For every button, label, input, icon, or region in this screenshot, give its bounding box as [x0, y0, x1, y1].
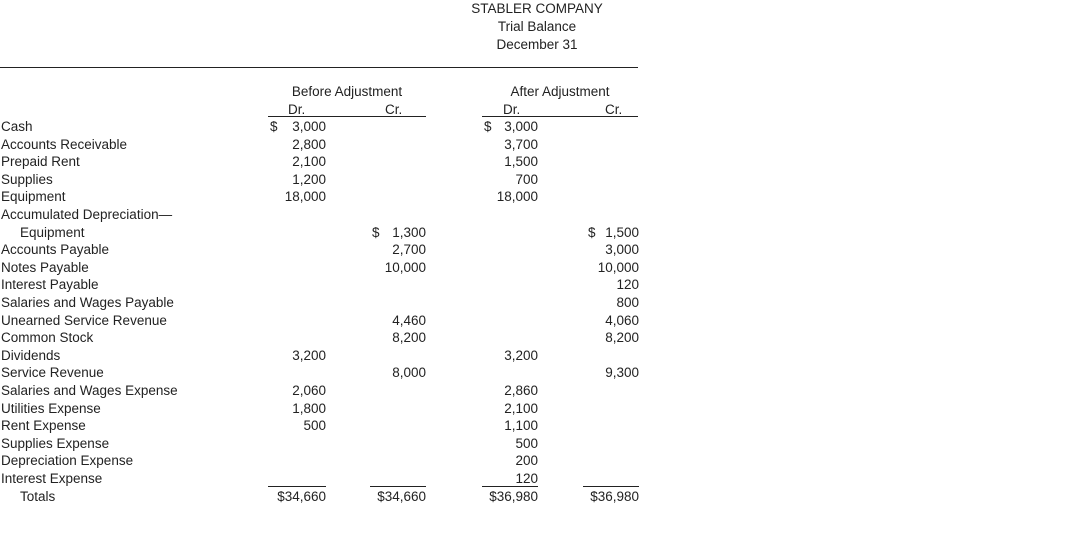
adr-amount: 1,100 [504, 418, 538, 434]
bdr-amount: 2,060 [292, 383, 326, 398]
bdr-amount: 3,200 [292, 347, 326, 363]
account-name: Salaries and Wages Expense [1, 383, 178, 398]
adr-amount: 500 [515, 435, 538, 451]
bdr-amount: 1,200 [292, 171, 326, 187]
acr-amount: 120 [616, 277, 639, 293]
account-name: Salaries and Wages Payable [1, 295, 174, 310]
account-name: Service Revenue [1, 365, 104, 381]
adr-amount: 200 [515, 453, 538, 469]
account-name: Equipment [20, 224, 85, 240]
bdr-amount: 3,000 [292, 119, 326, 134]
account-name: Accumulated Depreciation— [1, 207, 173, 222]
account-name: Cash [1, 119, 33, 134]
bcr-amount: 1,300 [392, 224, 426, 240]
adr-amount: 2,100 [504, 400, 538, 416]
adr-amount: 2,860 [504, 383, 538, 398]
account-name: Rent Expense [1, 418, 86, 434]
bdr-amount: 1,800 [292, 400, 326, 416]
bcr-amount: 8,200 [392, 330, 426, 346]
acr-amount: 1,500 [605, 224, 639, 240]
acr-amount: 10,000 [597, 259, 639, 275]
statement-title: Trial Balance [497, 19, 577, 34]
account-name: Accounts Receivable [1, 136, 128, 152]
adr-amount: 18,000 [496, 189, 538, 205]
account-name: Interest Expense [1, 471, 103, 486]
bcr-amount: 2,700 [392, 242, 426, 258]
after-cr-total-rule [583, 486, 639, 487]
bdr-amount: 2,800 [292, 136, 326, 152]
acr-amount: 800 [616, 295, 639, 310]
adr-amount: 120 [515, 471, 538, 486]
acr-amount: 4,060 [605, 312, 639, 328]
bdr-amount: 18,000 [284, 189, 326, 205]
adr-amount: 3,000 [504, 119, 538, 134]
bdr-amount: 500 [303, 418, 326, 434]
before-dr-header: Dr. [288, 102, 306, 117]
after-dr-header: Dr. [503, 102, 521, 117]
account-name: Accounts Payable [1, 242, 110, 258]
adr-amount: 1,500 [504, 154, 538, 170]
account-name: Supplies [1, 171, 53, 187]
before-header-underline [268, 116, 426, 117]
account-name: Utilities Expense [1, 400, 101, 416]
account-name: Prepaid Rent [1, 154, 80, 170]
account-name: Depreciation Expense [1, 453, 134, 469]
bcr-amount: 8,000 [392, 365, 426, 381]
before-cr-total-rule [370, 486, 426, 487]
acr-amount: 3,000 [605, 242, 639, 258]
account-name: Common Stock [1, 330, 94, 346]
acr-amount: 9,300 [605, 365, 639, 381]
acr-dollar-sign: $ [588, 224, 596, 240]
after-cr-header: Cr. [605, 102, 623, 117]
company-name: STABLER COMPANY [471, 1, 603, 16]
bdr-dollar-sign: $ [270, 119, 278, 134]
adr-amount: 700 [515, 171, 538, 187]
before-dr-total-rule [268, 486, 326, 487]
before-cr-header: Cr. [385, 102, 403, 117]
account-name: Interest Payable [1, 277, 99, 293]
adr-amount: 3,700 [504, 136, 538, 152]
bcr-dollar-sign: $ [372, 224, 380, 240]
account-name: Equipment [1, 189, 66, 205]
header-rule [0, 67, 638, 68]
bdr-amount: 2,100 [292, 154, 326, 170]
bcr-amount: 4,460 [392, 312, 426, 328]
after-header-underline [482, 116, 638, 117]
before-adjustment-caption: Before Adjustment [291, 84, 403, 99]
after-cr-total: $36,980 [590, 489, 639, 504]
after-dr-total-rule [482, 486, 538, 487]
adr-amount: 3,200 [504, 347, 538, 363]
account-name: Notes Payable [1, 259, 89, 275]
acr-amount: 8,200 [605, 330, 639, 346]
account-name: Dividends [1, 347, 61, 363]
totals-label: Totals [20, 489, 56, 504]
before-cr-total: $34,660 [377, 489, 426, 504]
adr-dollar-sign: $ [484, 119, 492, 134]
after-adjustment-caption: After Adjustment [510, 84, 610, 99]
account-name: Supplies Expense [1, 435, 110, 451]
account-name: Unearned Service Revenue [1, 312, 167, 328]
before-dr-total: $34,660 [277, 489, 326, 504]
after-dr-total: $36,980 [489, 489, 538, 504]
statement-date: December 31 [496, 37, 578, 52]
bcr-amount: 10,000 [384, 259, 426, 275]
